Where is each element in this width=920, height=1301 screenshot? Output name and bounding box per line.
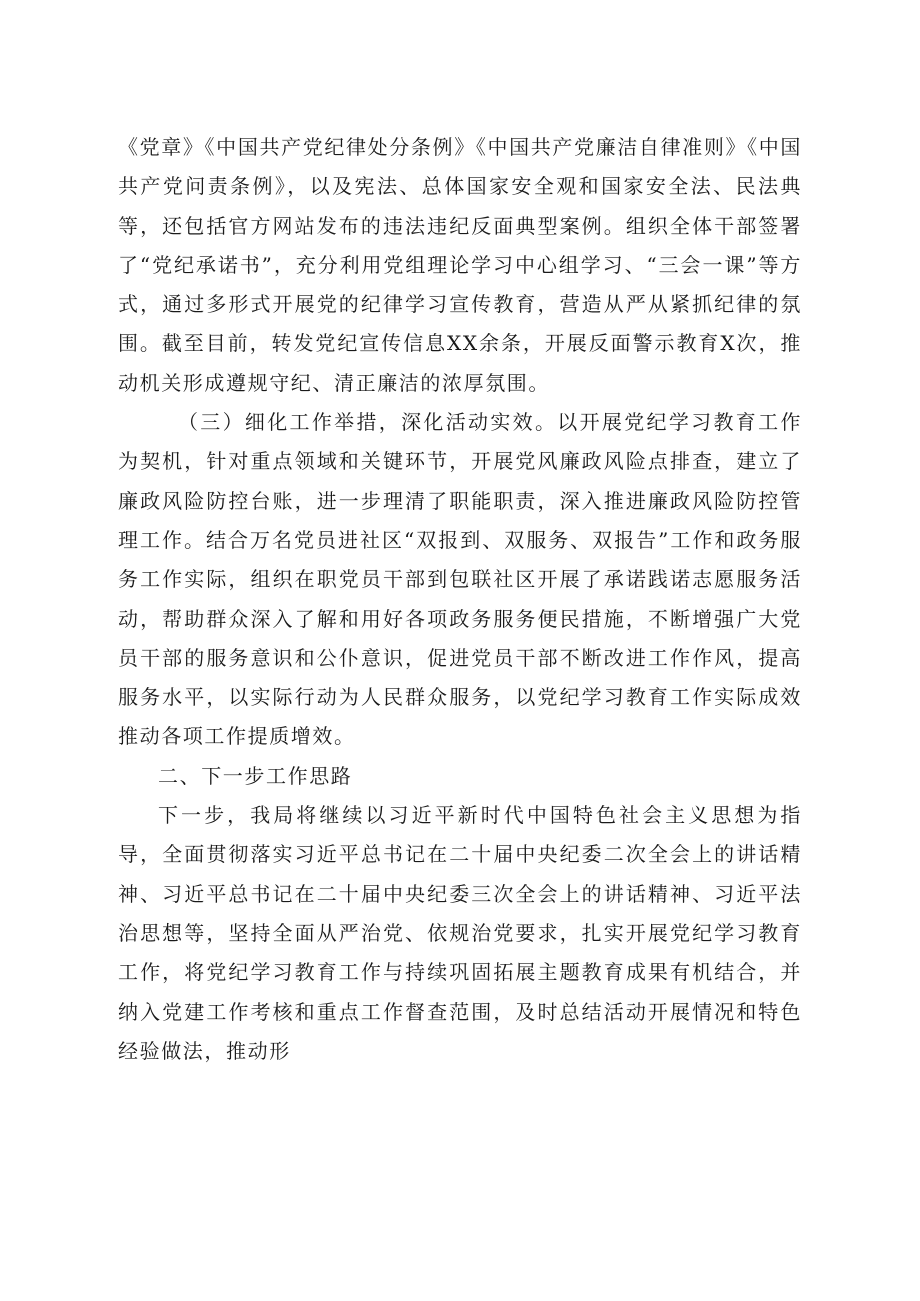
paragraph-section-three: （三）细化工作举措，深化活动实效。以开展党纪学习教育工作为契机，针对重点领域和关键环节，开展党风廉政风险点排查，建立了廉政风险防控台账，进一步理清了职能职责，深入推进廉政风险防控管理工作。结合万名党员进社区“双报到、双服务、双报告”工作和政务服务工作实际，组织在职党员干部到包联社区开展了承诺践诺志愿服务活动，帮助群众深入了解和用好各项政务服务便民措施，不断增强广大党员干部的服务意识和公仆意识，促进党员干部不断改进工作作风，提高服务水平，以实际行动为人民群众服务，以党纪学习教育工作实际成效推动各项工作提质增效。 xyxy=(118,410,802,749)
document-body xyxy=(118,128,802,1071)
paragraph-next-steps: 下一步，我局将继续以习近平新时代中国特色社会主义思想为指导，全面贯彻落实习近平总书记在二十届中央纪委二次全会上的讲话精神、习近平总书记在二十届中央纪委三次全会上的讲话精神、习近平法治思想等，坚持全面从严治党、依规治党要求，扎实开展党纪学习教育工作，将党纪学习教育工作与持续巩固拓展主题教育成果有机结合，并纳入党建工作考核和重点工作督查范围，及时总结活动开展情况和特色经验做法，推动形 xyxy=(118,803,802,1063)
section-heading-next-steps: 二、下一步工作思路 xyxy=(158,763,353,788)
paragraph-continuation: 《党章》《中国共产党纪律处分条例》《中国共产党廉洁自律准则》《中国共产党问责条例》，以及宪法、总体国家安全观和国家安全法、民法典等，还包括官方网站发布的违法违纪反面典型案例。组织全体干部签署了“党纪承诺书”，充分利用党组理论学习中心组学习、“三会一课”等方式，通过多形式开展党的纪律学习宣传教育，营造从严从紧抓纪律的氛围。截至目前，转发党纪宣传信息XX余条，开展反面警示教育X次，推动机关形成遵规守纪、清正廉洁的浓厚氛围。 xyxy=(118,135,802,395)
